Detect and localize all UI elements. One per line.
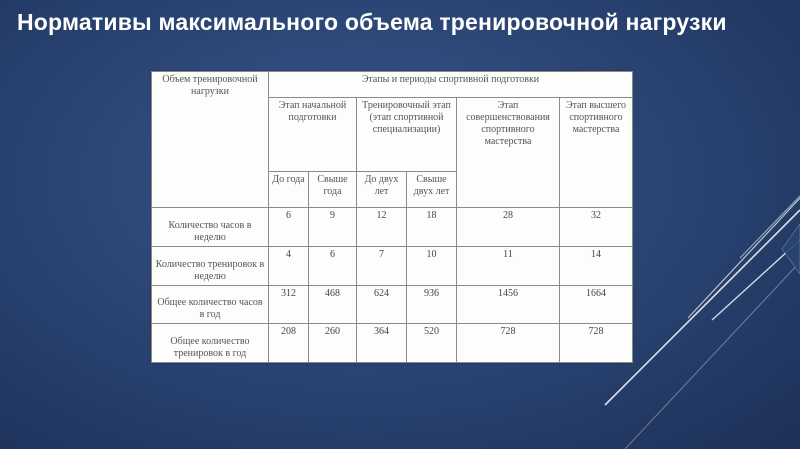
table-cell: 14 [560,246,633,285]
table-cell: 4 [269,246,309,285]
stage-header-initial: Этап начальной подготовки [269,98,357,171]
table-cell: 520 [407,324,457,363]
stage-header-higher: Этап высшего спортивного мастерства [560,98,633,208]
table-cell: 1664 [560,285,633,324]
table-cell: 1456 [457,285,560,324]
table-cell: 260 [309,324,357,363]
table-cell: 18 [407,208,457,247]
table-cell: 728 [560,324,633,363]
period-up-to-two-years: До двух лет [357,171,407,208]
table-cell: 208 [269,324,309,363]
group-header: Этапы и периоды спортивной подготовки [269,72,633,98]
table-cell: 11 [457,246,560,285]
period-over-two-years: Свыше двух лет [407,171,457,208]
table-cell: 28 [457,208,560,247]
row-label: Общее количество тренировок в год [152,324,269,363]
table-cell: 7 [357,246,407,285]
table-cell: 32 [560,208,633,247]
row-label: Количество тренировок в неделю [152,246,269,285]
table-cell: 10 [407,246,457,285]
table-cell: 312 [269,285,309,324]
slide-title: Нормативы максимального объема тренировочной нагрузки [17,9,727,35]
table-cell: 624 [357,285,407,324]
stage-header-training: Тренировочный этап (этап спортивной специализации) [357,98,457,171]
table-cell: 468 [309,285,357,324]
table-cell: 6 [269,208,309,247]
table-cell: 728 [457,324,560,363]
period-up-to-year: До года [269,171,309,208]
corner-header: Объем тренировочной нагрузки [152,72,269,208]
table-cell: 936 [407,285,457,324]
stage-header-improvement: Этап совершенствования спортивного мастерства [457,98,560,208]
row-label: Общее количество часов в год [152,285,269,324]
table-cell: 9 [309,208,357,247]
table-cell: 364 [357,324,407,363]
period-over-year: Свыше года [309,171,357,208]
row-label: Количество часов в неделю [152,208,269,247]
table-cell: 12 [357,208,407,247]
table-cell: 6 [309,246,357,285]
